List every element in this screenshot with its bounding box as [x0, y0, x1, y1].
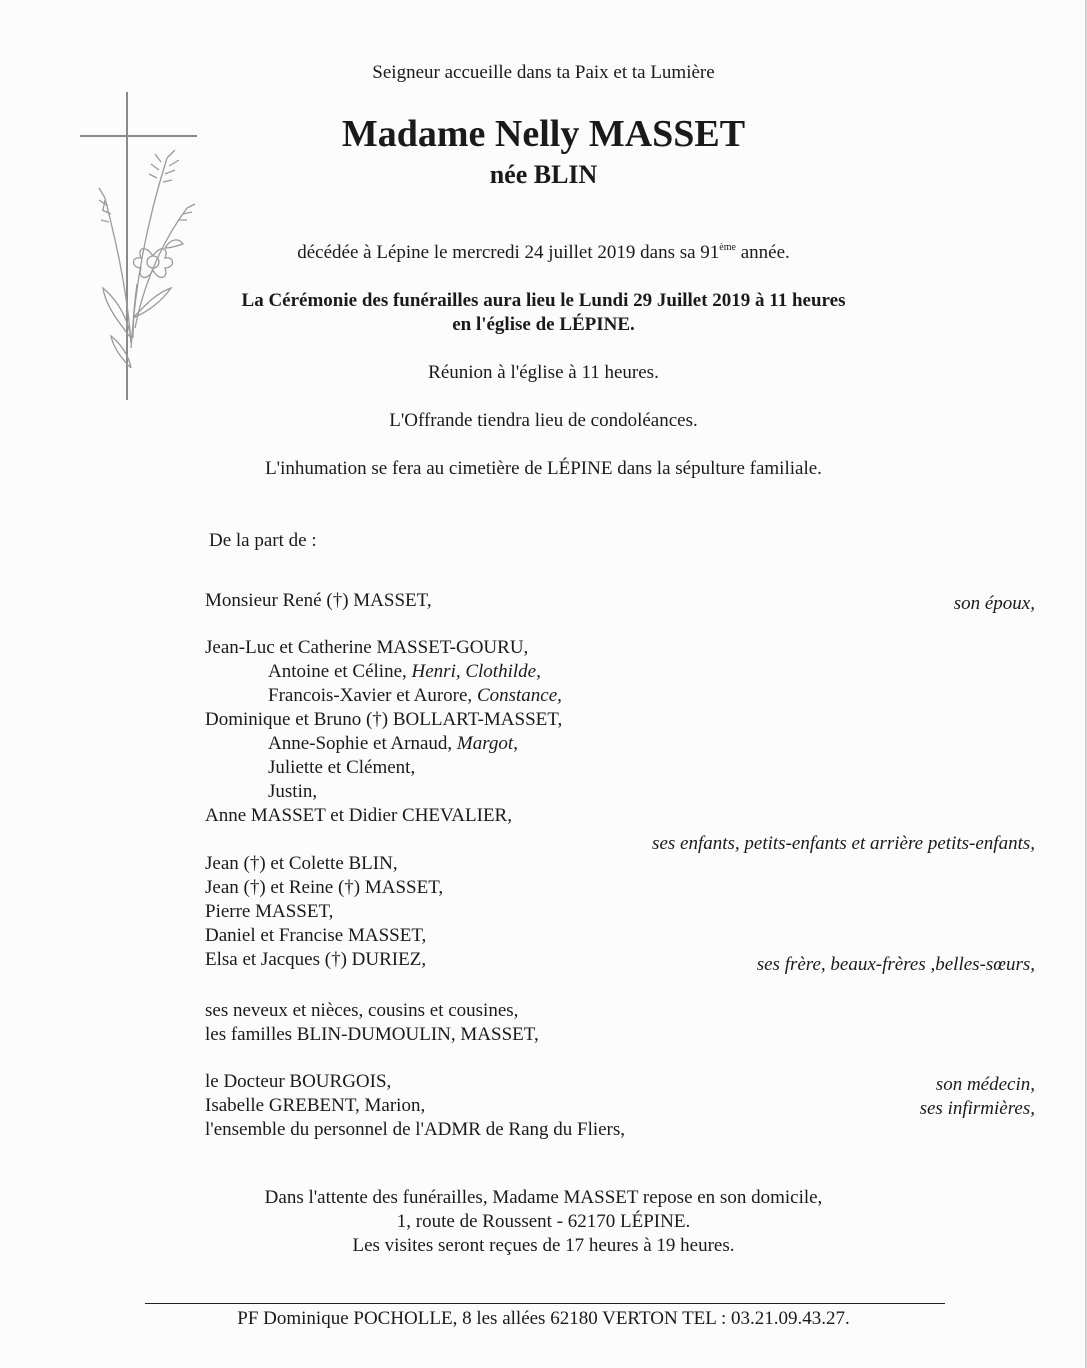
doctor-relation: son médecin,	[935, 1074, 1035, 1095]
siblings-line-1: Jean (†) et Colette BLIN,	[205, 853, 398, 874]
death-text: décédée à Lépine le mercredi 24 juillet 2019 dans sa 91	[297, 242, 720, 263]
children-line-1: Jean-Luc et Catherine MASSET-GOURU,	[205, 637, 529, 658]
rest-line-2: 1, route de Roussent - 62170 LÉPINE.	[396, 1211, 691, 1232]
siblings-line-2: Jean (†) et Reine (†) MASSET,	[205, 877, 444, 898]
others-line-1: ses neveux et nièces, cousins et cousines,	[205, 1000, 519, 1021]
death-text-end: année.	[735, 242, 790, 263]
ordinal-suffix: ème	[719, 242, 736, 253]
children-line-5	[268, 733, 518, 755]
death-announcement	[0, 242, 1087, 264]
grandchild-couple: Antoine et Céline,	[268, 661, 412, 682]
grandchild-couple: Anne-Sophie et Arnaud,	[268, 733, 457, 754]
funeral-home-info: PF Dominique POCHOLLE, 8 les allées 62180 VERTON TEL : 03.21.09.43.27.	[237, 1308, 850, 1329]
siblings-relation: ses frère, beaux-frères ,belles-sœurs,	[756, 954, 1035, 975]
nurses-relation: ses infirmières,	[919, 1098, 1035, 1119]
ceremony-line-2: en l'église de LÉPINE.	[452, 314, 635, 335]
family-intro: De la part de :	[209, 530, 317, 551]
maiden-name: née BLIN	[489, 160, 598, 189]
siblings-line-4: Daniel et Francise MASSET,	[205, 925, 427, 946]
grandchild-couple: Francois-Xavier et Aurore,	[268, 685, 477, 706]
care-line-2: Isabelle GREBENT, Marion,	[205, 1095, 426, 1116]
children-line-3	[268, 685, 562, 707]
children-relation: ses enfants, petits-enfants et arrière petits-enfants,	[652, 833, 1035, 854]
offrande-line: L'Offrande tiendra lieu de condoléances.	[389, 410, 698, 431]
spouse-relation: son époux,	[953, 593, 1035, 614]
rest-line-1: Dans l'attente des funérailles, Madame MASSET repose en son domicile,	[264, 1187, 823, 1208]
care-line-3: l'ensemble du personnel de l'ADMR de Rang du Fliers,	[205, 1119, 626, 1140]
care-line-1: le Docteur BOURGOIS,	[205, 1071, 392, 1092]
deceased-name: Madame Nelly MASSET	[341, 113, 746, 155]
children-line-2	[268, 661, 541, 683]
great-grandchildren: Margot	[456, 733, 514, 754]
siblings-line-3: Pierre MASSET,	[205, 901, 334, 922]
children-line-4: Dominique et Bruno (†) BOLLART-MASSET,	[205, 709, 563, 730]
comma: ,	[513, 733, 518, 754]
footer-divider	[145, 1303, 945, 1304]
prayer-line: Seigneur accueille dans ta Paix et ta Lumière	[372, 62, 715, 83]
spouse-name: Monsieur René (†) MASSET,	[205, 590, 432, 611]
great-grandchildren: Henri, Clothilde,	[411, 661, 541, 682]
ceremony-line-1: La Cérémonie des funérailles aura lieu le Lundi 29 Juillet 2019 à 11 heures	[241, 290, 846, 311]
rest-line-3: Les visites seront reçues de 17 heures à 19 heures.	[352, 1235, 735, 1256]
reunion-line: Réunion à l'église à 11 heures.	[428, 362, 659, 383]
inhumation-line: L'inhumation se fera au cimetière de LÉPINE dans la sépulture familiale.	[265, 458, 822, 479]
children-line-7: Justin,	[268, 781, 318, 802]
great-grandchildren: Constance,	[476, 685, 562, 706]
others-line-2: les familles BLIN-DUMOULIN, MASSET,	[205, 1024, 539, 1045]
siblings-line-5: Elsa et Jacques (†) DURIEZ,	[205, 949, 427, 970]
children-line-6: Juliette et Clément,	[268, 757, 416, 778]
children-line-8: Anne MASSET et Didier CHEVALIER,	[205, 805, 512, 826]
